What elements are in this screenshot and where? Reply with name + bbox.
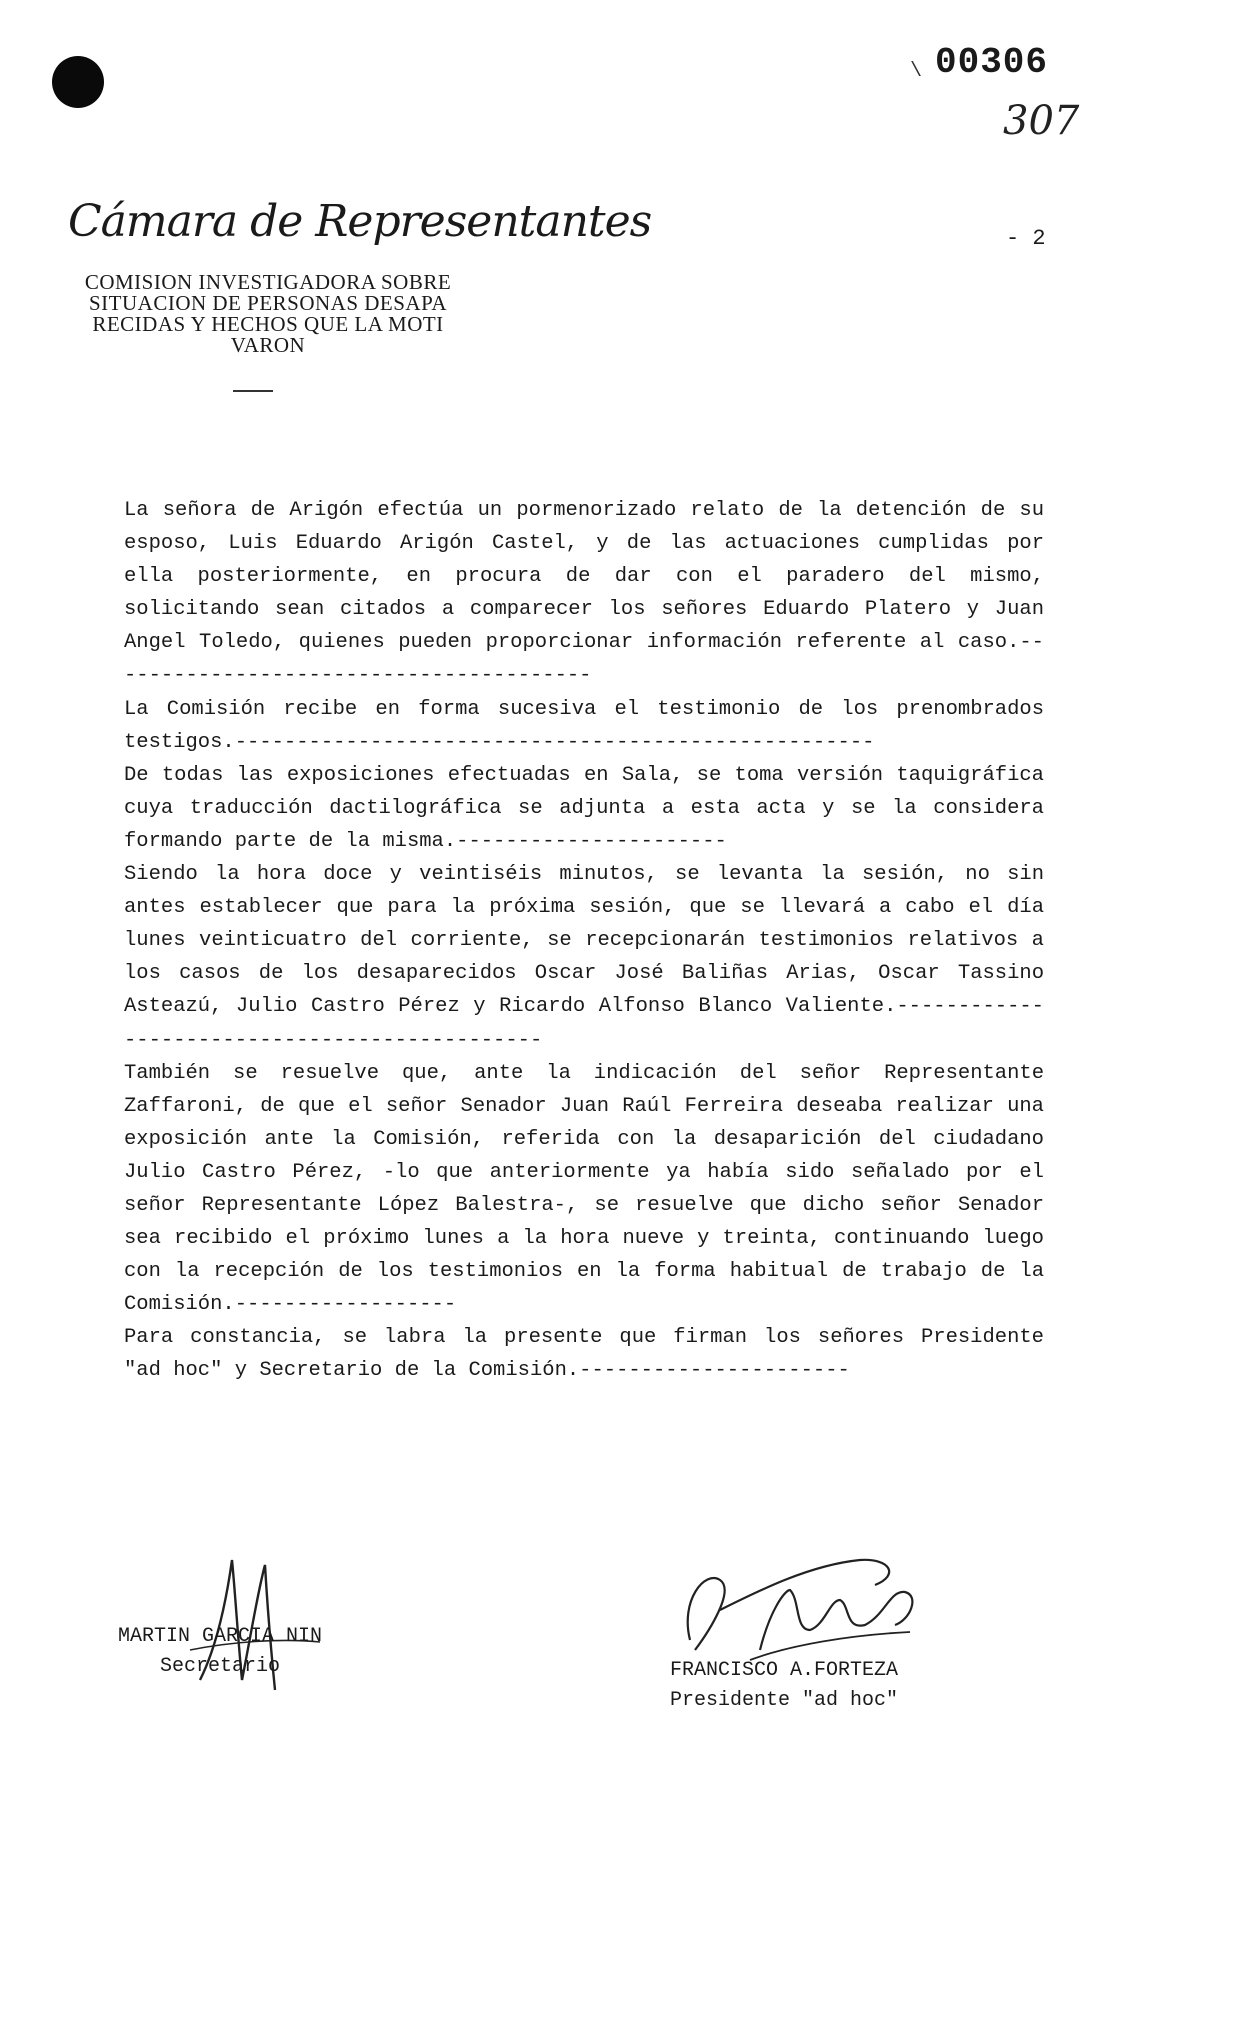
paragraph: Siendo la hora doce y veintiséis minutos, se levanta la sesión, no sin antes establecer que para la próxima sesión, que se llevará a cabo el día lunes veinticuatro del corriente, se recepcionarán testimonios relativos a los casos de los desaparecidos Oscar José Baliñas Arias, Oscar Tassino Asteazú, Julio Castro Pérez y Ricardo Alfonso Blanco Valiente.---------------------------------------------- — [124, 863, 1044, 1052]
president-block — [670, 1656, 898, 1716]
chamber-title: Cámara de Representantes — [68, 196, 652, 247]
paragraph: La señora de Arigón efectúa un pormenorizado relato de la detención de su esposo, Luis Eduardo Arigón Castel, y de las actuaciones cumplidas por ella posteriormente, en procura de dar con el paradero del mismo, solicitando sean citados a comparecer los señores Eduardo Platero y Juan Angel Toledo, quienes pueden proporcionar información referente al caso.---------------------------------------- — [124, 499, 1044, 688]
commission-line: COMISION INVESTIGADORA SOBRE — [84, 270, 452, 294]
paragraph: La Comisión recibe en forma sucesiva el testimonio de los prenombrados testigos.---------------------------------------------------- — [124, 697, 1044, 754]
secretary-name: MARTIN GARCIA NIN — [118, 1625, 323, 1648]
document-number: 00306 — [935, 42, 1049, 83]
handwritten-page-number: 307 — [1003, 98, 1080, 144]
president-name: FRANCISCO A.FORTEZA — [670, 1659, 899, 1682]
doc-number-tick: \ — [910, 60, 923, 83]
paragraph: De todas las exposiciones efectuadas en Sala, se toma versión taquigráfica cuya traducción dactilográfica se adjunta a esta acta y se la considera formando parte de la misma.---------------------- — [124, 763, 1044, 853]
commission-line: VARON — [230, 333, 306, 357]
commission-line: SITUACION DE PERSONAS DESAPA — [88, 291, 448, 315]
commission-line: RECIDAS Y HECHOS QUE LA MOTI — [92, 312, 444, 336]
punch-hole — [52, 56, 104, 108]
commission-heading — [68, 272, 468, 356]
secretary-role: Secretario — [160, 1655, 281, 1678]
paragraph: También se resuelve que, ante la indicación del señor Representante Zaffaroni, de que el señor Senador Juan Raúl Ferreira deseaba realizar una exposición ante la Comisión, referida con la desaparición del ciudadano Julio Castro Pérez, -lo que anteriormente ya había sido señalado por el señor Representante López Balestra-, se resuelve que dicho señor Senador sea recibido el próximo lunes a la hora nueve y treinta, continuando luego con la recepción de los testimonios en la forma habitual de trabajo de la Comisión.------------------ — [124, 1061, 1044, 1317]
page-number: - 2 — [1006, 226, 1046, 251]
secretary-block — [118, 1622, 322, 1682]
minutes-body — [124, 494, 1044, 1388]
heading-divider — [233, 390, 273, 392]
paragraph: Para constancia, se labra la presente que firman los señores Presidente "ad hoc" y Secretario de la Comisión.---------------------- — [124, 1326, 1044, 1383]
president-role: Presidente "ad hoc" — [670, 1689, 899, 1712]
